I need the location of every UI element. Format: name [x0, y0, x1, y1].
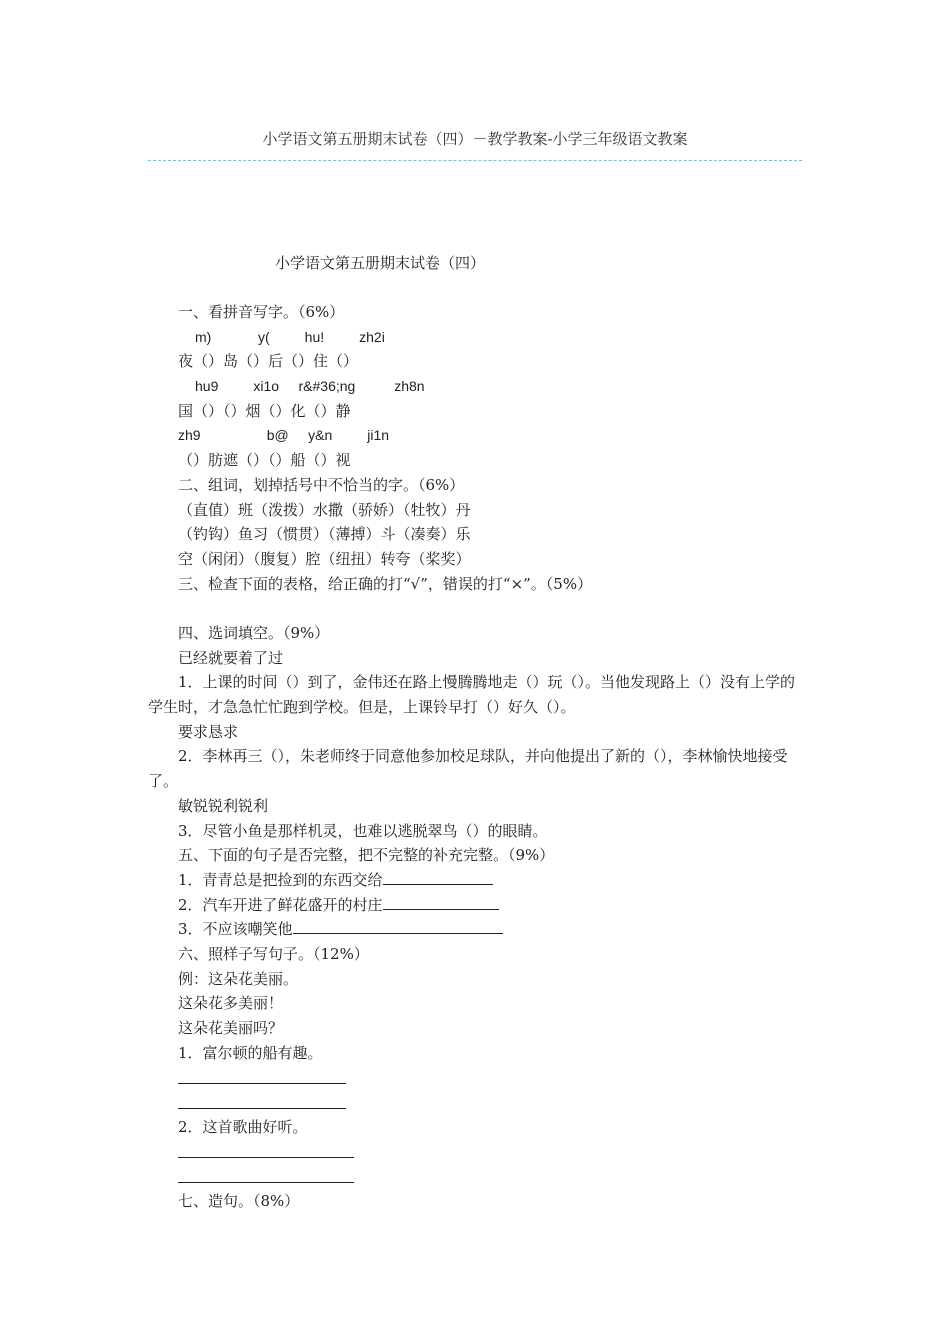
section-5-heading: 五、下面的句子是否完整，把不完整的补充完整。（9%） [178, 846, 555, 865]
word-row-2: （钓钩）鱼习（惯贯）（薄搏）斗（凑奏）乐 [178, 525, 471, 544]
answer-blank[interactable] [178, 1065, 346, 1084]
pinyin-row-3: zh9 b@ y&n ji1n [178, 427, 390, 444]
char-row-3: （）肪遮（）（）船（）视 [178, 451, 351, 470]
answer-line[interactable] [148, 1065, 808, 1090]
blank-gap [148, 596, 808, 621]
section-1-heading: 一、看拼音写字。（6%） [178, 303, 345, 321]
answer-line[interactable] [148, 1090, 808, 1115]
example-exclamation: 这朵花多美丽！ [178, 994, 284, 1013]
answer-blank[interactable] [293, 919, 503, 934]
exam-body [148, 300, 808, 1214]
word-choices-2: 要求恳求 [178, 722, 239, 741]
question-4-3: 3．尽管小鱼是那样机灵，也难以逃脱翠鸟（）的眼睛。 [178, 821, 548, 840]
question-4-1: 1．上课的时间（）到了，金伟还在路上慢腾腾地走（）玩（）。当他发现路上（）没有上学的学生时，才急急忙忙跑到学校。但是，上课铃早打（）好久（）。 [148, 673, 796, 717]
char-row-2: 国（）（）烟（）化（）静 [178, 401, 351, 420]
section-7-heading: 七、造句。（8%） [178, 1191, 300, 1210]
question-6-1: 1．富尔顿的船有趣。 [178, 1043, 323, 1062]
answer-blank[interactable] [178, 1164, 354, 1183]
question-5-1-text: 1．青青总是把捡到的东西交给 [178, 870, 383, 889]
example-question: 这朵花美丽吗？ [178, 1019, 284, 1037]
word-row-3: 空（闲闭）（腹复）腔（纽扭）转夸（桨奖） [178, 549, 471, 568]
header-divider [148, 160, 802, 161]
section-3-heading: 三、检查下面的表格，给正确的打“√”，错误的打“×”。（5%） [178, 574, 593, 593]
word-row-1: （直值）班（泼拨）水撒（骄娇）（牡牧）丹 [178, 500, 471, 519]
word-choices-3: 敏锐锐利锐利 [178, 796, 269, 815]
section-2-heading: 二、组词，划掉括号中不恰当的字。（6%） [178, 475, 465, 494]
example-sentence: 例：这朵花美丽。 [178, 969, 299, 988]
question-5-1 [148, 868, 808, 893]
section-6-heading: 六、照样子写句子。（12%） [178, 944, 369, 963]
question-5-2 [148, 893, 808, 918]
header-title: 小学语文第五册期末试卷（四）－教学教案-小学三年级语文教案 [262, 130, 688, 148]
section-4-heading: 四、选词填空。（9%） [178, 623, 330, 642]
pinyin-row-1: m) y( hu! zh2i [195, 328, 385, 345]
question-6-2: 2．这首歌曲好听。 [178, 1117, 308, 1136]
question-4-2: 2．李林再三（），朱老师终于同意他参加校足球队，并向他提出了新的（），李林愉快地接受了。 [148, 747, 788, 791]
answer-line[interactable] [148, 1164, 808, 1189]
answer-blank[interactable] [178, 1139, 354, 1158]
answer-blank[interactable] [383, 870, 493, 885]
answer-blank[interactable] [383, 895, 499, 910]
word-choices-1: 已经就要着了过 [178, 648, 284, 667]
pinyin-row-2: hu9 xi1o r&#36;ng zh8n [195, 378, 425, 395]
question-5-3-text: 3．不应该嘲笑他 [178, 920, 293, 939]
document-title: 小学语文第五册期末试卷（四） [275, 254, 486, 272]
answer-line[interactable] [148, 1139, 808, 1164]
question-5-3 [148, 917, 808, 942]
answer-blank[interactable] [178, 1090, 346, 1109]
question-5-2-text: 2．汽车开进了鲜花盛开的村庄 [178, 895, 383, 914]
char-row-1: 夜（）岛（）后（）住（） [178, 352, 359, 371]
